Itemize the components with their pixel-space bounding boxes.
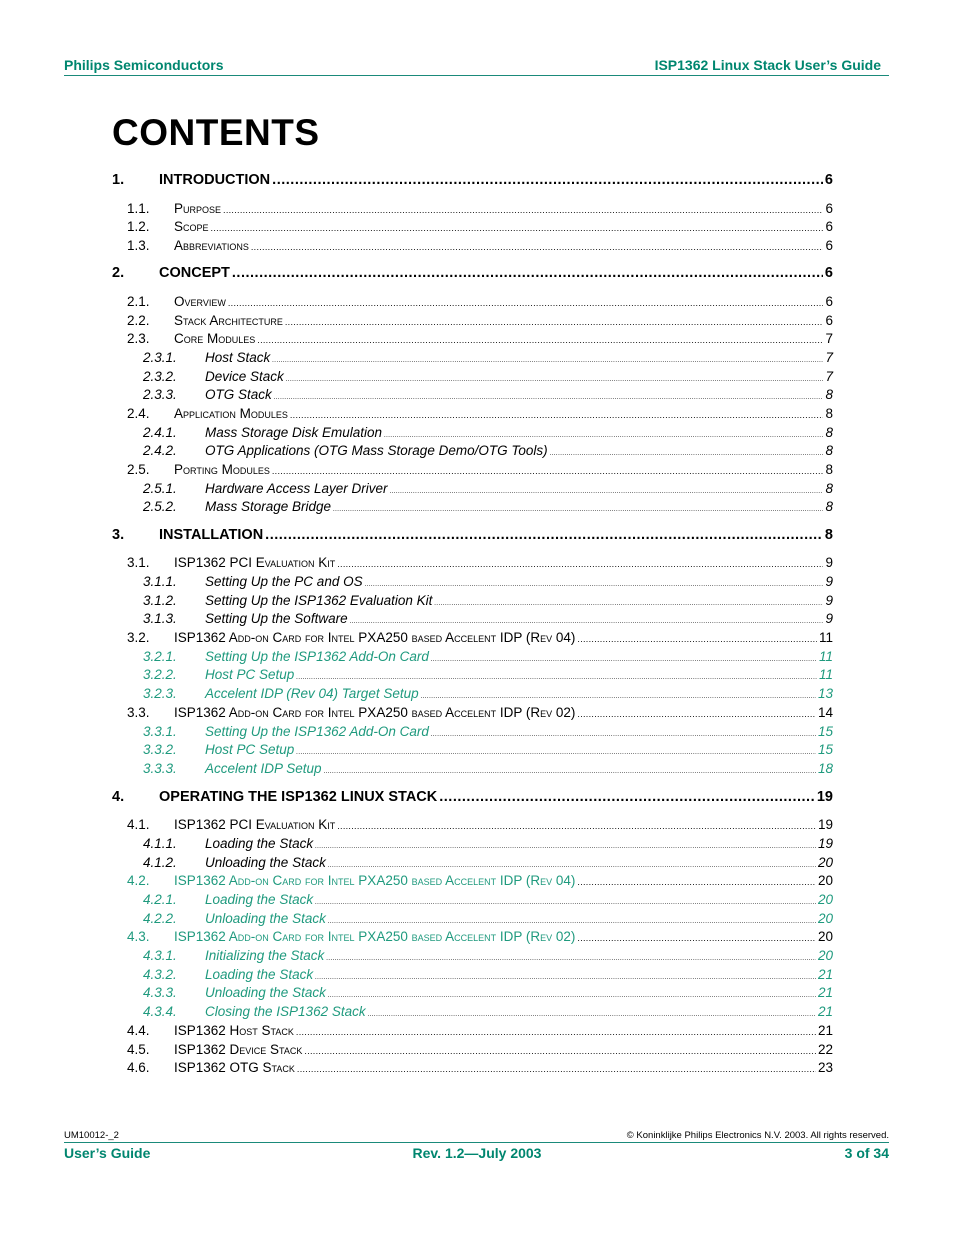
toc-page: 19	[817, 836, 833, 851]
toc-page: 8	[825, 425, 833, 440]
toc-page: 6	[825, 201, 833, 216]
toc-number: 4.1.	[127, 817, 150, 832]
toc-leader	[421, 693, 816, 700]
toc-text: OTG Applications (OTG Mass Storage Demo/OTG Tools)	[205, 443, 548, 458]
toc-page: 7	[825, 369, 833, 384]
toc-leader	[285, 317, 824, 327]
toc-number: 2.5.1.	[143, 481, 177, 496]
toc-text: Device Stack	[205, 369, 284, 384]
toc-number: 3.	[112, 527, 125, 543]
toc-page: 15	[817, 724, 833, 739]
toc-entry-level-3[interactable]	[143, 948, 833, 963]
toc-page: 9	[825, 574, 833, 589]
toc-entry-level-3[interactable]	[143, 761, 833, 776]
toc-text: Scope	[174, 219, 209, 234]
toc-number: 4.3.2.	[143, 967, 177, 982]
toc-number: 4.1.1.	[143, 836, 177, 851]
toc-page: 9	[825, 611, 833, 626]
toc-text: Mass Storage Bridge	[205, 499, 332, 514]
toc-page: 18	[817, 761, 833, 776]
toc-leader	[577, 634, 817, 644]
toc-number: 2.3.2.	[143, 369, 177, 384]
toc-number: 3.2.2.	[143, 667, 177, 682]
toc-text: Setting Up the ISP1362 Add-On Card	[205, 724, 429, 739]
toc-entry-level-3[interactable]	[143, 369, 833, 384]
toc-page: 8	[825, 406, 833, 421]
toc-page: 8	[825, 443, 833, 458]
toc-entry-level-3[interactable]	[143, 574, 833, 589]
toc-page: 20	[817, 948, 833, 963]
toc-number: 2.	[112, 265, 125, 281]
toc-number: 4.2.1.	[143, 892, 177, 907]
toc-page: 6	[825, 219, 833, 234]
toc-page: 6	[825, 294, 833, 309]
toc-number: 3.3.	[127, 705, 150, 720]
toc-page: 15	[817, 742, 833, 757]
toc-entry-level-2[interactable]	[127, 331, 833, 346]
toc-entry-level-3[interactable]	[143, 1004, 833, 1019]
footer-revision: Rev. 1.2—July 2003	[412, 1145, 542, 1161]
toc-leader	[228, 298, 824, 308]
toc-number: 2.3.3.	[143, 387, 177, 402]
toc-number: 4.4.	[127, 1023, 150, 1038]
toc-page: 21	[817, 1004, 833, 1019]
toc-leader	[337, 821, 816, 831]
toc-text: Loading the Stack	[205, 892, 314, 907]
toc-leader	[365, 581, 824, 588]
toc-text: Initializing the Stack	[205, 948, 325, 963]
toc-entry-level-1[interactable]	[112, 172, 833, 188]
toc-entry-level-3[interactable]	[143, 911, 833, 926]
toc-page: 13	[817, 686, 833, 701]
toc-page: 9	[825, 593, 833, 608]
toc-text: Porting Modules	[174, 462, 270, 477]
footer-divider	[64, 1142, 889, 1143]
toc-leader	[328, 862, 816, 869]
toc-entry-level-3[interactable]	[143, 593, 833, 608]
toc-leader	[223, 205, 823, 215]
toc-leader	[431, 731, 816, 738]
toc-leader	[274, 394, 824, 401]
toc-number: 4.3.3.	[143, 985, 177, 1000]
toc-leader	[431, 656, 817, 663]
toc-text: OPERATING THE ISP1362 LINUX STACK	[159, 789, 438, 805]
toc-number: 3.2.1.	[143, 649, 177, 664]
toc-entry-level-1[interactable]	[112, 265, 833, 281]
toc-text: Accelent IDP Setup	[205, 761, 322, 776]
toc-leader	[577, 933, 816, 943]
toc-number: 2.4.2.	[143, 443, 177, 458]
toc-text: Closing the ISP1362 Stack	[205, 1004, 366, 1019]
toc-entry-level-3[interactable]	[143, 836, 833, 851]
toc-page: 20	[817, 855, 833, 870]
toc-leader	[296, 674, 817, 681]
toc-entry-level-2[interactable]	[127, 929, 833, 944]
toc-number: 2.4.1.	[143, 425, 177, 440]
toc-page: 6	[824, 265, 833, 281]
toc-leader	[272, 172, 823, 188]
toc-leader	[211, 223, 824, 233]
toc-page: 21	[817, 985, 833, 1000]
toc-entry-level-3[interactable]	[143, 611, 833, 626]
toc-text: Unloading the Stack	[205, 855, 326, 870]
toc-number: 2.5.2.	[143, 499, 177, 514]
toc-page: 7	[825, 331, 833, 346]
toc-page: 19	[817, 817, 833, 832]
toc-page: 7	[825, 350, 833, 365]
toc-leader	[315, 899, 816, 906]
toc-page: 8	[825, 387, 833, 402]
toc-entry-level-3[interactable]	[143, 724, 833, 739]
toc-page: 8	[824, 527, 833, 543]
toc-entry-level-2[interactable]	[127, 873, 833, 888]
toc-entry-level-2[interactable]	[127, 630, 833, 645]
toc-page: 20	[817, 929, 833, 944]
toc-page: 11	[818, 630, 833, 645]
page-header	[64, 55, 889, 76]
toc-leader	[315, 974, 816, 981]
toc-entry-level-3[interactable]	[143, 425, 833, 440]
footer-page-number: 3 of 34	[844, 1145, 889, 1161]
toc-entry-level-3[interactable]	[143, 686, 833, 701]
toc-text: Host Stack	[205, 350, 271, 365]
toc-text: ISP1362 Add-on Card for Intel PXA250 based Accelent IDP (Rev 02)	[174, 705, 576, 720]
toc-page: 19	[816, 789, 833, 805]
toc-leader	[324, 768, 816, 775]
toc-number: 3.2.3.	[143, 686, 177, 701]
toc-number: 2.5.	[127, 462, 150, 477]
toc-number: 4.6.	[127, 1060, 150, 1075]
toc-page: 21	[817, 1023, 833, 1038]
toc-entry-level-2[interactable]	[127, 1042, 833, 1057]
toc-text: Application Modules	[174, 406, 288, 421]
toc-text: Setting Up the ISP1362 Evaluation Kit	[205, 593, 433, 608]
toc-text: INTRODUCTION	[159, 172, 271, 188]
toc-text: ISP1362 Device Stack	[174, 1042, 303, 1057]
toc-leader	[296, 749, 816, 756]
toc-text: OTG Stack	[205, 387, 272, 402]
toc-number: 4.3.4.	[143, 1004, 177, 1019]
toc-entry-level-2[interactable]	[127, 1023, 833, 1038]
toc-entry-level-3[interactable]	[143, 387, 833, 402]
toc-leader	[232, 265, 823, 281]
toc-number: 4.2.	[127, 873, 150, 888]
toc-text: ISP1362 OTG Stack	[174, 1060, 295, 1075]
toc-text: Loading the Stack	[205, 967, 314, 982]
toc-entry-level-2[interactable]	[127, 219, 833, 234]
toc-entry-level-3[interactable]	[143, 649, 833, 664]
toc-page: 6	[825, 238, 833, 253]
toc-entry-level-3[interactable]	[143, 499, 833, 514]
toc-page: 6	[825, 313, 833, 328]
toc-leader	[290, 410, 824, 420]
toc-leader	[328, 918, 816, 925]
toc-entry-level-1[interactable]	[112, 789, 833, 805]
toc-leader	[333, 506, 823, 513]
toc-text: Purpose	[174, 201, 222, 216]
toc-text: Accelent IDP (Rev 04) Target Setup	[205, 686, 419, 701]
toc-text: ISP1362 Add-on Card for Intel PXA250 based Accelent IDP (Rev 04)	[174, 873, 576, 888]
toc-leader	[272, 466, 824, 476]
toc-page: 14	[817, 705, 833, 720]
toc-text: Setting Up the Software	[205, 611, 348, 626]
toc-entry-level-1[interactable]	[112, 527, 833, 543]
toc-page: 8	[825, 462, 833, 477]
toc-text: Abbreviations	[174, 238, 249, 253]
toc-text: Core Modules	[174, 331, 256, 346]
toc-leader	[297, 1064, 816, 1074]
header-doc-title: ISP1362 Linux Stack User’s Guide	[654, 57, 881, 73]
toc-text: Unloading the Stack	[205, 985, 326, 1000]
toc-entry-level-2[interactable]	[127, 1060, 833, 1075]
toc-leader	[439, 789, 815, 805]
toc-number: 1.3.	[127, 238, 150, 253]
toc-text: INSTALLATION	[159, 527, 264, 543]
toc-leader	[326, 955, 816, 962]
toc-text: Unloading the Stack	[205, 911, 326, 926]
toc-page: 20	[817, 873, 833, 888]
toc-leader	[315, 843, 816, 850]
toc-text: ISP1362 PCI Evaluation Kit	[174, 555, 336, 570]
toc-entry-level-2[interactable]	[127, 294, 833, 309]
toc-text: Loading the Stack	[205, 836, 314, 851]
header-company: Philips Semiconductors	[64, 57, 224, 73]
toc-page: 11	[818, 667, 833, 682]
toc-text: Overview	[174, 294, 226, 309]
footer-copyright: © Koninklijke Philips Electronics N.V. 2003. All rights reserved.	[626, 1130, 889, 1141]
toc-entry-level-3[interactable]	[143, 967, 833, 982]
toc-page: 20	[817, 911, 833, 926]
toc-leader	[577, 709, 816, 719]
toc-text: Host PC Setup	[205, 667, 295, 682]
toc-number: 4.1.2.	[143, 855, 177, 870]
toc-number: 2.3.	[127, 331, 150, 346]
toc-number: 2.1.	[127, 294, 150, 309]
toc-page: 20	[817, 892, 833, 907]
toc-entry-level-2[interactable]	[127, 201, 833, 216]
toc-leader	[434, 600, 823, 607]
toc-leader	[296, 1027, 816, 1037]
toc-text: Setting Up the ISP1362 Add-On Card	[205, 649, 429, 664]
toc-text: Host PC Setup	[205, 742, 295, 757]
toc-leader	[390, 488, 824, 495]
toc-entry-level-2[interactable]	[127, 462, 833, 477]
toc-entry-level-3[interactable]	[143, 855, 833, 870]
toc-entry-level-2[interactable]	[127, 313, 833, 328]
toc-leader	[286, 376, 824, 383]
toc-number: 4.5.	[127, 1042, 150, 1057]
toc-page: 21	[817, 967, 833, 982]
toc-page: 9	[825, 555, 833, 570]
toc-leader	[304, 1046, 816, 1056]
toc-text: Mass Storage Disk Emulation	[205, 425, 383, 440]
toc-page: 11	[818, 649, 833, 664]
toc-leader	[251, 242, 824, 252]
toc-leader	[265, 527, 823, 543]
toc-number: 3.1.2.	[143, 593, 177, 608]
toc-page: 8	[825, 481, 833, 496]
toc-entry-level-3[interactable]	[143, 892, 833, 907]
toc-leader	[257, 335, 823, 345]
toc-number: 1.	[112, 172, 125, 188]
toc-entry-level-3[interactable]	[143, 742, 833, 757]
toc-entry-level-3[interactable]	[143, 985, 833, 1000]
toc-number: 3.3.1.	[143, 724, 177, 739]
toc-number: 2.2.	[127, 313, 150, 328]
toc-text: ISP1362 Add-on Card for Intel PXA250 based Accelent IDP (Rev 04)	[174, 630, 576, 645]
toc-number: 2.4.	[127, 406, 150, 421]
toc-entry-level-3[interactable]	[143, 667, 833, 682]
toc-number: 1.2.	[127, 219, 150, 234]
toc-entry-level-2[interactable]	[127, 406, 833, 421]
toc-leader	[384, 432, 823, 439]
toc-number: 2.3.1.	[143, 350, 177, 365]
toc-text: ISP1362 PCI Evaluation Kit	[174, 817, 336, 832]
footer-doc-id: UM10012-_2	[64, 1130, 119, 1141]
toc-page: 23	[817, 1060, 833, 1075]
toc-leader	[328, 992, 816, 999]
toc-page: 6	[824, 172, 833, 188]
toc-entry-level-2[interactable]	[127, 817, 833, 832]
toc-leader	[337, 559, 823, 569]
toc-entry-level-3[interactable]	[143, 443, 833, 458]
toc-number: 3.3.3.	[143, 761, 177, 776]
toc-leader	[550, 450, 824, 457]
toc-number: 4.3.1.	[143, 948, 177, 963]
toc-leader	[368, 1011, 816, 1018]
toc-text: Stack Architecture	[174, 313, 283, 328]
toc-number: 4.2.2.	[143, 911, 177, 926]
toc-number: 3.1.3.	[143, 611, 177, 626]
toc-entry-level-2[interactable]	[127, 705, 833, 720]
toc-text: CONCEPT	[159, 265, 230, 281]
toc-leader	[272, 357, 823, 364]
toc-leader	[577, 877, 816, 887]
toc-text: ISP1362 Add-on Card for Intel PXA250 based Accelent IDP (Rev 02)	[174, 929, 576, 944]
toc-page: 8	[825, 499, 833, 514]
toc-text: ISP1362 Host Stack	[174, 1023, 294, 1038]
toc-number: 4.	[112, 789, 125, 805]
toc-number: 3.3.2.	[143, 742, 177, 757]
toc-number: 3.1.1.	[143, 574, 177, 589]
toc-number: 3.1.	[127, 555, 150, 570]
footer-doc-type: User’s Guide	[64, 1145, 151, 1161]
toc-entry-level-2[interactable]	[127, 238, 833, 253]
toc-entry-level-3[interactable]	[143, 350, 833, 365]
toc-entry-level-2[interactable]	[127, 555, 833, 570]
toc-number: 1.1.	[127, 201, 150, 216]
toc-number: 4.3.	[127, 929, 150, 944]
toc-entry-level-3[interactable]	[143, 481, 833, 496]
toc-text: Hardware Access Layer Driver	[205, 481, 388, 496]
toc-number: 3.2.	[127, 630, 150, 645]
toc-page: 22	[817, 1042, 833, 1057]
toc-text: Setting Up the PC and OS	[205, 574, 363, 589]
toc-leader	[350, 618, 824, 625]
page-title: CONTENTS	[112, 112, 320, 153]
